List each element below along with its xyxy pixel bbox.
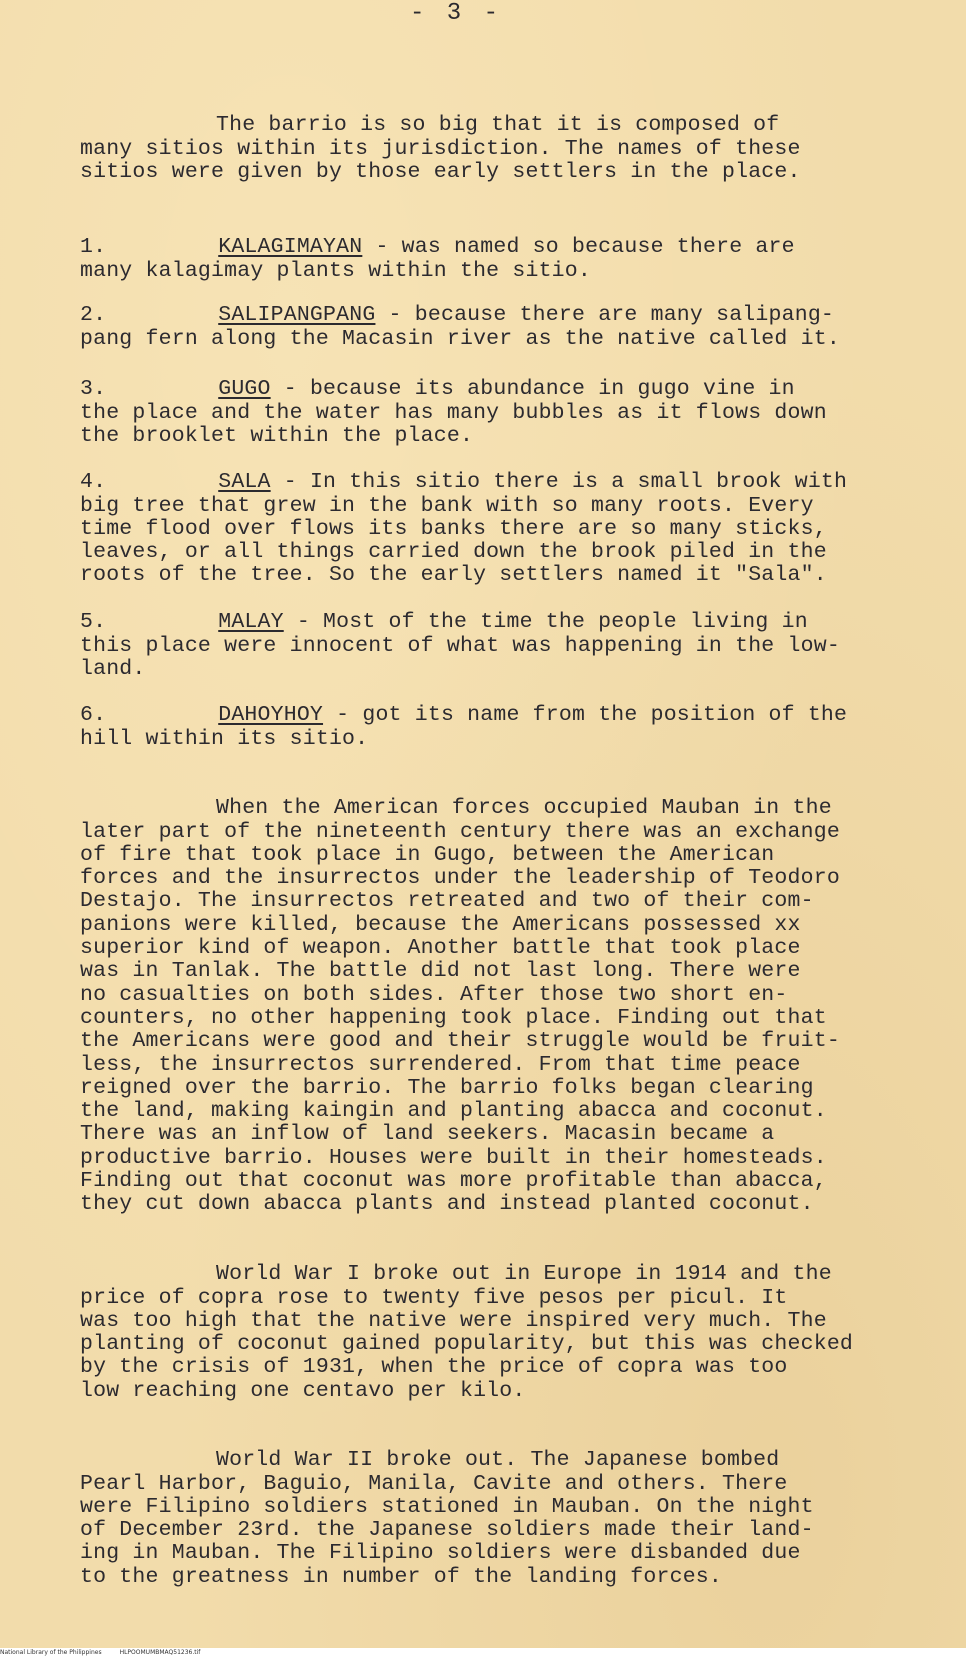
text-line: of December 23rd. the Japanese soldiers made their land- (80, 1518, 814, 1543)
sitio-description: - Most of the time the people living in (283, 610, 808, 635)
sitio-entry-3 (80, 355, 920, 448)
text-line: big tree that grew in the bank with so many roots. Every (80, 493, 814, 518)
text-line: the land, making kaingin and planting abacca and coconut. (80, 1099, 827, 1124)
text-line: low reaching one centavo per kilo. (80, 1378, 526, 1403)
sitio-number: 1. (80, 235, 107, 260)
sitio-entry-1 (80, 213, 920, 283)
sitio-description: - because its abundance in gugo vine in (270, 377, 795, 402)
sitio-entry-4 (80, 448, 920, 588)
text-line: was too high that the native were inspired very much. The (80, 1308, 827, 1333)
text-line: There was an inflow of land seekers. Macasin became a (80, 1122, 775, 1147)
text-line: roots of the tree. So the early settlers named it "Sala". (80, 563, 827, 588)
sitio-number: 4. (80, 470, 107, 495)
text-line: time flood over flows its banks there are so many sticks, (80, 516, 827, 541)
sitio-name: KALAGIMAYAN (218, 235, 363, 260)
text-line: no casualties on both sides. After those two short en- (80, 982, 788, 1007)
sitio-name: GUGO (218, 377, 271, 402)
text-line: by the crisis of 1931, when the price of copra was too (80, 1355, 788, 1380)
text-line: hill within its sitio. (80, 726, 369, 751)
text-line: counters, no other happening took place. Finding out that (80, 1005, 827, 1030)
american-forces-paragraph (80, 774, 920, 1217)
text-line: When the American forces occupied Mauban in the (216, 796, 832, 821)
text-line: they cut down abacca plants and instead planted coconut. (80, 1192, 814, 1217)
world-war-two-paragraph (80, 1426, 920, 1589)
sitio-number: 5. (80, 610, 107, 635)
text-line: panions were killed, because the Americans possessed xx (80, 912, 801, 937)
text-line: the brooklet within the place. (80, 423, 474, 448)
sitio-number: 2. (80, 303, 107, 328)
sitio-name: MALAY (218, 610, 284, 635)
text-line: The barrio is so big that it is composed of (216, 113, 780, 138)
world-war-one-paragraph (80, 1240, 920, 1403)
sitio-description: - because there are many salipang- (375, 303, 835, 328)
text-line: many kalagimay plants within the sitio. (80, 258, 591, 283)
text-line: sitios were given by those early settlers in the place. (80, 159, 801, 184)
text-line: later part of the nineteenth century there was an exchange (80, 819, 840, 844)
sitio-entry-2 (80, 281, 920, 351)
sitio-description: - In this sitio there is a small brook with (270, 470, 848, 495)
text-line: World War II broke out. The Japanese bombed (216, 1448, 780, 1473)
sitio-entry-6 (80, 681, 920, 751)
text-line: of fire that took place in Gugo, between the American (80, 842, 775, 867)
text-line: Finding out that coconut was more profitable than abacca, (80, 1169, 827, 1194)
text-line: ing in Mauban. The Filipino soldiers were disbanded due (80, 1541, 801, 1566)
text-line: this place were innocent of what was happening in the low- (80, 633, 840, 658)
text-line: less, the insurrectos surrendered. From that time peace (80, 1052, 801, 1077)
text-line: pang fern along the Macasin river as the native called it. (80, 326, 840, 351)
text-line: productive barrio. Houses were built in their homesteads. (80, 1145, 827, 1170)
text-line: price of copra rose to twenty five pesos per picul. It (80, 1285, 788, 1310)
sitio-name: DAHOYHOY (218, 703, 324, 728)
footer-library: National Library of the Philippines (0, 1649, 102, 1656)
text-line: Pearl Harbor, Baguio, Manila, Cavite and others. There (80, 1471, 788, 1496)
text-line: many sitios within its jurisdiction. The names of these (80, 136, 801, 161)
page-number: - 3 - (410, 0, 503, 27)
sitio-name: SALIPANGPANG (218, 303, 376, 328)
sitio-entry-5 (80, 588, 920, 681)
text-line: land. (80, 656, 146, 681)
sitio-description: - was named so because there are (362, 235, 795, 260)
text-line: forces and the insurrectos under the leadership of Teodoro (80, 866, 840, 891)
text-line: the Americans were good and their struggle would be fruit- (80, 1029, 840, 1054)
text-line: were Filipino soldiers stationed in Mauban. On the night (80, 1494, 814, 1519)
intro-paragraph (80, 91, 920, 184)
text-line: leaves, or all things carried down the brook piled in the (80, 540, 827, 565)
text-line: the place and the water has many bubbles as it flows down (80, 400, 827, 425)
footer-file: HLPOOMUMBMAQ51236.tif (119, 1649, 201, 1656)
text-line: planting of coconut gained popularity, but this was checked (80, 1332, 854, 1357)
text-line: Destajo. The insurrectos retreated and two of their com- (80, 889, 814, 914)
scan-footer (0, 1648, 966, 1658)
sitio-number: 6. (80, 703, 107, 728)
text-line: superior kind of weapon. Another battle that took place (80, 936, 801, 961)
sitio-name: SALA (218, 470, 271, 495)
sitio-number: 3. (80, 377, 107, 402)
text-line: World War I broke out in Europe in 1914 and the (216, 1262, 832, 1287)
text-line: reigned over the barrio. The barrio folks began clearing (80, 1075, 814, 1100)
text-line: was in Tanlak. The battle did not last long. There were (80, 959, 801, 984)
text-line: to the greatness in number of the landing forces. (80, 1564, 723, 1589)
sitio-description: - got its name from the position of the (323, 703, 848, 728)
